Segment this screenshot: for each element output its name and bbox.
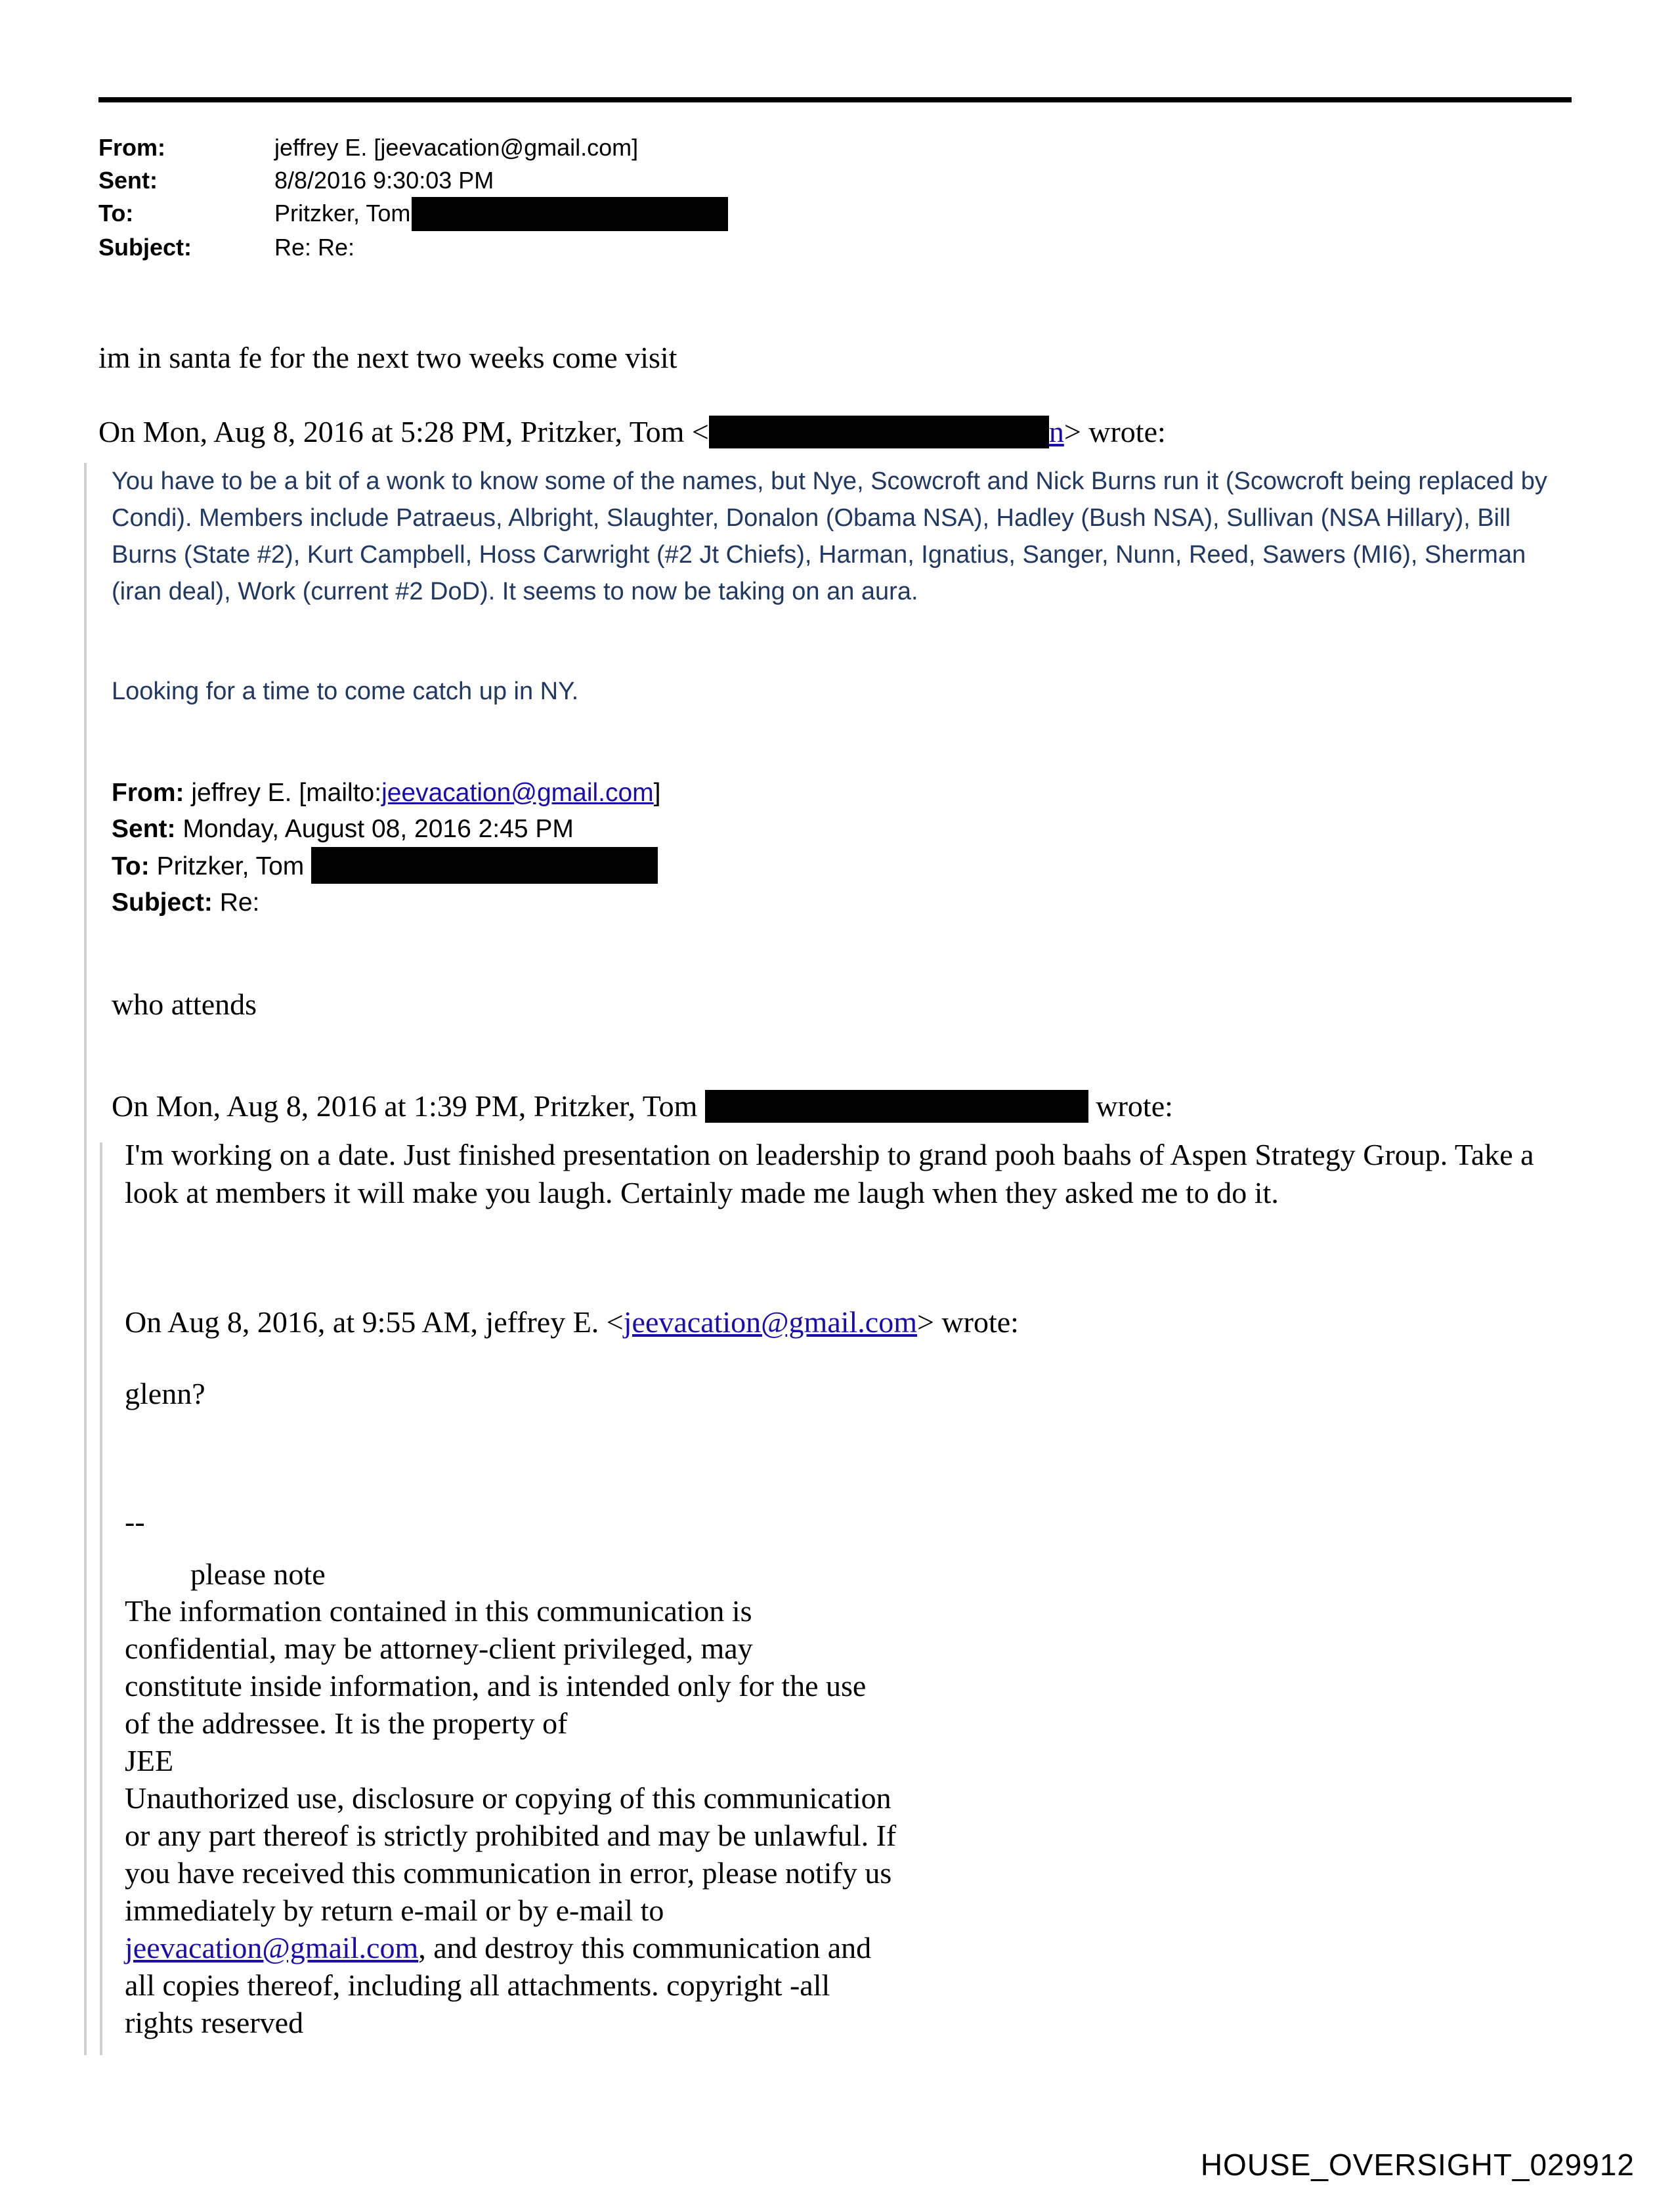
header-to-row bbox=[98, 197, 728, 231]
header-sent-row bbox=[98, 164, 728, 197]
quoted-to-row bbox=[112, 847, 661, 884]
quoted-message-tom bbox=[112, 463, 1576, 710]
disclaimer-paragraph-2 bbox=[125, 1779, 899, 2041]
disclaimer-2-text-a: Unauthorized use, disclosure or copying of this communication or any part thereof is strictly prohibited and may be unlawful. If you have received this communication in error, please notify us immediately by return e-mail or by e-mail to bbox=[125, 1781, 897, 1927]
sent-value: 8/8/2016 9:30:03 PM bbox=[274, 167, 494, 194]
disclaimer-jee: JEE bbox=[125, 1744, 174, 1777]
quoted-message-aspen: I'm working on a date. Just finished presentation on leadership to grand pooh baahs of Aspen Strategy Group. Take a look at members it will make you laugh. Certainly made me laugh when they asked me to do it. bbox=[125, 1138, 1534, 1209]
attribution-line-1 bbox=[98, 414, 1166, 450]
attribution-2-prefix: On Mon, Aug 8, 2016 at 1:39 PM, Pritzker, Tom bbox=[112, 1089, 705, 1123]
quoted-to-value: Pritzker, Tom bbox=[149, 852, 312, 880]
top-rule bbox=[98, 97, 1572, 102]
attribution-line-2 bbox=[112, 1088, 1173, 1125]
quoted-from-suffix: ] bbox=[653, 779, 661, 807]
bates-number: HOUSE_OVERSIGHT_029912 bbox=[1200, 2148, 1635, 2182]
quoted-subject-value: Re: bbox=[212, 888, 260, 917]
redaction-box bbox=[709, 416, 1049, 448]
reply-text: im in santa fe for the next two weeks come visit bbox=[98, 341, 677, 374]
signature-dash: -- bbox=[125, 1505, 145, 1538]
to-value: Pritzker, Tom bbox=[274, 200, 411, 227]
attribution-3-prefix: On Aug 8, 2016, at 9:55 AM, jeffrey E. < bbox=[125, 1305, 624, 1339]
attribution-2-suffix: wrote: bbox=[1088, 1089, 1173, 1123]
quote-bar-inner bbox=[100, 1142, 102, 2055]
attribution-3-suffix: > wrote: bbox=[917, 1305, 1019, 1339]
glenn-text: glenn? bbox=[125, 1377, 205, 1410]
subject-label: Subject: bbox=[98, 234, 192, 261]
disclaimer-2-text-b: , and destroy this communication and all copies thereof, including all attachments. copyright -all rights reserved bbox=[125, 1931, 872, 2039]
quoted-subject-label: Subject: bbox=[112, 888, 213, 917]
to-label: To: bbox=[98, 200, 134, 227]
quoted-from-value: jeffrey E. [mailto: bbox=[184, 779, 382, 807]
quoted-sent-value: Monday, August 08, 2016 2:45 PM bbox=[175, 815, 574, 843]
quoted-email-header bbox=[112, 775, 661, 921]
quoted-to-label: To: bbox=[112, 852, 150, 880]
header-subject-row bbox=[98, 231, 728, 264]
attribution-1-suffix: > wrote: bbox=[1063, 415, 1166, 448]
sent-label: Sent: bbox=[98, 167, 158, 194]
quoted-sent-label: Sent: bbox=[112, 815, 176, 843]
quoted-sent-row bbox=[112, 811, 661, 847]
disclaimer-paragraph-1: The information contained in this communication is confidential, may be attorney-client privileged, may constitute inside information, and is intended only for the use of the addressee. It is the property of bbox=[125, 1594, 867, 1740]
from-value: jeffrey E. [jeevacation@gmail.com] bbox=[274, 134, 639, 161]
subject-value: Re: Re: bbox=[274, 234, 355, 261]
email-header bbox=[98, 131, 728, 264]
from-label: From: bbox=[98, 134, 165, 161]
confidentiality-disclaimer bbox=[125, 1592, 978, 2041]
attribution-1-link[interactable]: n bbox=[1048, 415, 1064, 448]
attribution-line-3 bbox=[125, 1304, 1019, 1341]
attribution-3-link[interactable]: jeevacation@gmail.com bbox=[623, 1305, 917, 1339]
quoted-from-link[interactable]: jeevacation@gmail.com bbox=[381, 779, 654, 807]
header-from-row bbox=[98, 131, 728, 164]
redaction-box bbox=[705, 1090, 1088, 1123]
quote-bar-outer bbox=[84, 463, 87, 2055]
redaction-box bbox=[311, 847, 658, 884]
quoted-from-row bbox=[112, 775, 661, 811]
attribution-1-prefix: On Mon, Aug 8, 2016 at 5:28 PM, Pritzker, Tom < bbox=[98, 415, 709, 448]
tom-paragraph: You have to be a bit of a wonk to know some of the names, but Nye, Scowcroft and Nick Burns run it (Scowcroft being replaced by Condi). Members include Patraeus, Albright, Slaughter, Donalon (Obama NSA), Hadley (Bush NSA), Sullivan (NSA Hillary), Bill Burns (State #2), Kurt Campbell, Hoss Carwright (#2 Jt Chiefs), Harman, Ignatius, Sanger, Nunn, Reed, Sawers (MI6), Sherman (iran deal), Work (current #2 DoD). It seems to now be taking on an aura. bbox=[112, 467, 1547, 605]
redaction-box bbox=[412, 197, 728, 231]
quoted-subject-row bbox=[112, 884, 661, 921]
quoted-from-label: From: bbox=[112, 779, 184, 807]
disclaimer-link[interactable]: jeevacation@gmail.com bbox=[125, 1931, 419, 1964]
tom-paragraph-2: Looking for a time to come catch up in NY. bbox=[112, 678, 579, 705]
please-note-text: please note bbox=[190, 1557, 326, 1591]
who-attends-text: who attends bbox=[112, 987, 257, 1021]
